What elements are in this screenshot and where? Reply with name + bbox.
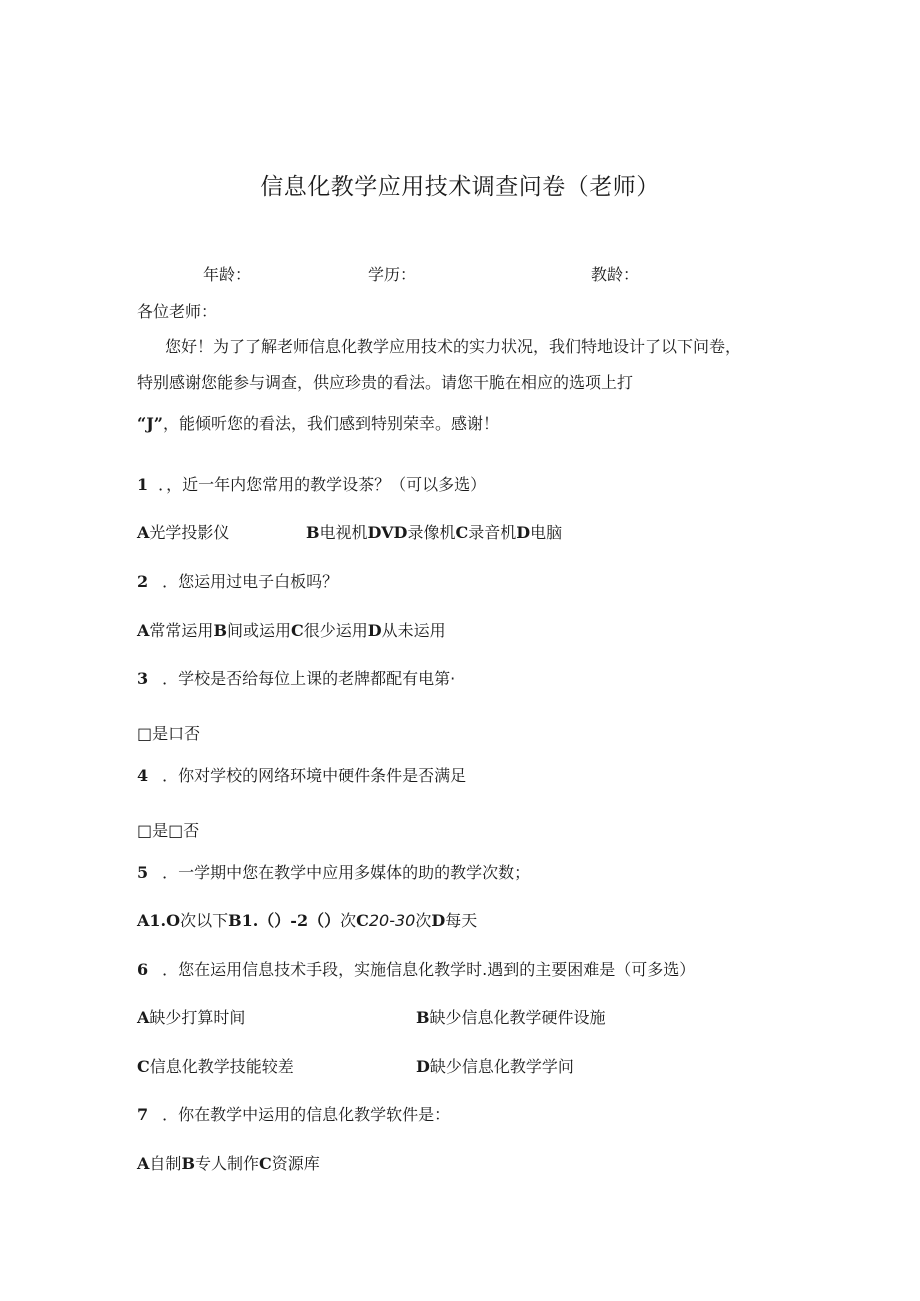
q2-options[interactable]: A常常运用B间或运用C很少运用D从未运用	[137, 621, 446, 640]
q5-options[interactable]: A1.O次以下B1.（）-2（）次C20-30次D每天	[137, 911, 478, 930]
greeting: 各位老师：	[137, 302, 218, 321]
question-number: 3	[137, 669, 149, 688]
question-text: 您运用过电子白板吗？	[178, 572, 339, 591]
q4-options[interactable]: □是□否	[137, 821, 200, 840]
question-separator: ．	[162, 669, 179, 688]
q3-options[interactable]: □是口否	[137, 724, 201, 743]
q6-option-d[interactable]: D缺少信息化教学学问	[416, 1057, 574, 1076]
check-mark-quote: “J”	[137, 414, 163, 433]
question-number: 7	[137, 1105, 149, 1124]
education-label: 学历：	[368, 265, 417, 284]
question-separator: ．	[162, 766, 179, 785]
question-2	[137, 569, 338, 592]
question-7	[137, 1102, 450, 1125]
intro-line-1: 您好！为了了解老师信息化教学应用技术的实力状况，我们特地设计了以下问卷，	[165, 337, 742, 356]
question-1	[137, 472, 486, 495]
intro-line-2: 特别感谢您能参与调查，供应珍贵的看法。请您干脆在相应的选项上打	[137, 373, 634, 392]
question-separator: ．	[162, 572, 179, 591]
q6-option-a[interactable]: A缺少打算时间	[137, 1008, 246, 1027]
page-title: 信息化教学应用技术调查问卷（老师）	[260, 174, 660, 200]
question-text: 一学期中您在教学中应用多媒体的助的教学次数；	[178, 863, 531, 882]
question-text: 你对学校的网络环境中硬件条件是否满足	[178, 766, 467, 785]
question-separator: ．	[162, 863, 179, 882]
q6-option-b[interactable]: B缺少信息化教学硬件设施	[416, 1008, 606, 1027]
question-text: 学校是否给每位上课的老牌都配有电第·	[178, 669, 456, 688]
question-separator: ．，	[158, 475, 183, 494]
intro-line-3-text: ，能倾听您的看法，我们感到特别荣幸。感谢！	[162, 414, 499, 433]
question-separator: ．	[162, 960, 179, 979]
teaching-years-label: 教龄：	[591, 265, 640, 284]
question-text: 您在运用信息技术手段，实施信息化教学时.遇到的主要困难是（可多选）	[178, 960, 696, 979]
question-number: 1	[137, 475, 149, 494]
q7-options[interactable]: A自制B专人制作C资源库	[137, 1154, 320, 1173]
question-number: 5	[137, 863, 149, 882]
question-4	[137, 763, 466, 786]
q1-option-a[interactable]: A光学投影仪	[137, 523, 230, 542]
question-6	[137, 957, 695, 980]
question-number: 2	[137, 572, 149, 591]
intro-line-3	[137, 411, 499, 434]
question-separator: ．	[162, 1105, 179, 1124]
question-5	[137, 860, 530, 883]
question-number: 6	[137, 960, 149, 979]
q1-options-rest[interactable]: B电视机DVD录像机C录音机D电脑	[306, 523, 563, 542]
question-3	[137, 666, 455, 689]
question-text: 你在教学中运用的信息化教学软件是：	[178, 1105, 451, 1124]
question-number: 4	[137, 766, 149, 785]
age-label: 年龄：	[203, 265, 252, 284]
q6-option-c[interactable]: C信息化教学技能较差	[137, 1057, 294, 1076]
question-text: 近一年内您常用的教学设茶？（可以多选）	[182, 475, 487, 494]
